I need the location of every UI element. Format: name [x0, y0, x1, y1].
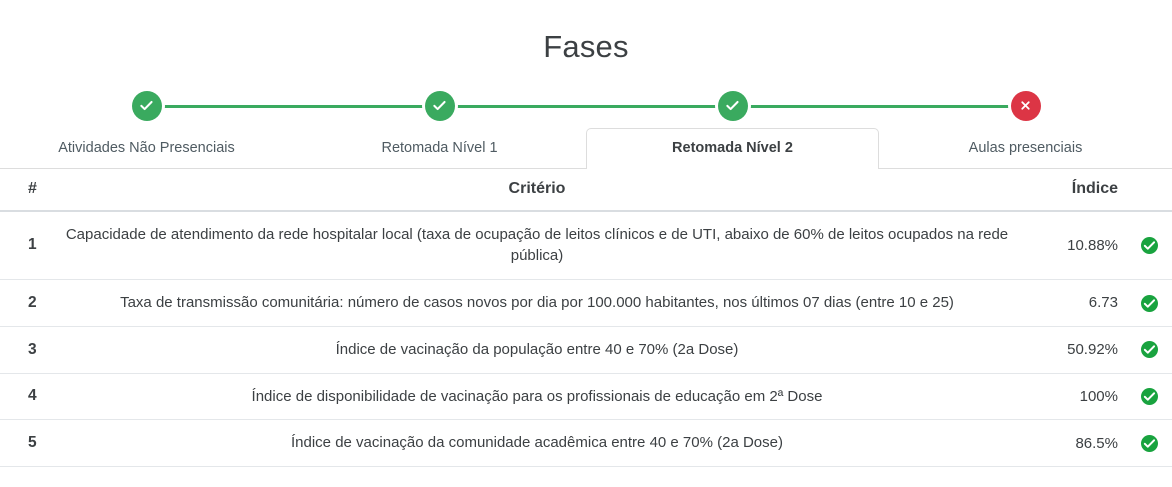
column-header-criterio: Critério: [44, 169, 1030, 211]
check-icon: [718, 91, 748, 121]
stepper-step-3[interactable]: [586, 86, 879, 121]
check-circle-icon: [1141, 388, 1158, 405]
row-status: [1126, 373, 1172, 420]
row-criterio: Capacidade de atendimento da rede hospitalar local (taxa de ocupação de leitos clínicos e de UTI, abaixo de 60% de leitos ocupados na rede pública): [44, 211, 1030, 280]
row-indice: 100%: [1030, 373, 1126, 420]
check-icon: [425, 91, 455, 121]
row-status: [1126, 211, 1172, 280]
column-header-status: [1126, 169, 1172, 211]
row-number: 4: [0, 373, 44, 420]
table-row: [0, 373, 1172, 420]
stepper-step-2[interactable]: [293, 86, 586, 121]
row-status: [1126, 326, 1172, 373]
table-row: [0, 211, 1172, 280]
table-row: [0, 420, 1172, 467]
row-status: [1126, 280, 1172, 327]
row-indice: 6.73: [1030, 280, 1126, 327]
row-criterio: Índice de vacinação da comunidade acadêmica entre 40 e 70% (2a Dose): [44, 420, 1030, 467]
column-header-number: #: [0, 169, 44, 211]
row-criterio: Índice de disponibilidade de vacinação para os profissionais de educação em 2ª Dose: [44, 373, 1030, 420]
tab-aulas-presenciais[interactable]: [879, 128, 1172, 168]
tab-label: Atividades Não Presenciais: [58, 139, 235, 156]
column-header-indice: Índice: [1030, 169, 1126, 211]
check-icon: [132, 91, 162, 121]
row-number: 3: [0, 326, 44, 373]
tab-label: Retomada Nível 1: [381, 139, 498, 156]
check-circle-icon: [1141, 341, 1158, 358]
row-indice: 50.92%: [1030, 326, 1126, 373]
tab-label: Aulas presenciais: [968, 139, 1083, 156]
fases-page: [0, 21, 1172, 487]
table-row: [0, 280, 1172, 327]
row-number: 2: [0, 280, 44, 327]
row-criterio: Taxa de transmissão comunitária: número de casos novos por dia por 100.000 habitantes, nos últimos 07 dias (entre 10 e 25): [44, 280, 1030, 327]
stepper-step-4[interactable]: [879, 86, 1172, 121]
row-indice: 10.88%: [1030, 211, 1126, 280]
table-row: [0, 326, 1172, 373]
row-criterio: Índice de vacinação da população entre 40 e 70% (2a Dose): [44, 326, 1030, 373]
row-status: [1126, 420, 1172, 467]
phase-tabs: [0, 128, 1172, 169]
page-title: Fases: [543, 28, 629, 64]
check-circle-icon: [1141, 237, 1158, 254]
row-number: 5: [0, 420, 44, 467]
criteria-table: [0, 169, 1172, 468]
table-header-row: [0, 169, 1172, 211]
phase-stepper: [0, 86, 1172, 126]
row-number: 1: [0, 211, 44, 280]
stepper-step-1[interactable]: [0, 86, 293, 121]
tab-retomada-nivel-1[interactable]: [293, 128, 586, 168]
check-circle-icon: [1141, 435, 1158, 452]
tab-label: Retomada Nível 2: [672, 139, 793, 156]
tab-atividades-nao-presenciais[interactable]: [0, 128, 293, 168]
close-icon: [1011, 91, 1041, 121]
check-circle-icon: [1141, 295, 1158, 312]
row-indice: 86.5%: [1030, 420, 1126, 467]
tab-retomada-nivel-2[interactable]: [586, 128, 879, 168]
